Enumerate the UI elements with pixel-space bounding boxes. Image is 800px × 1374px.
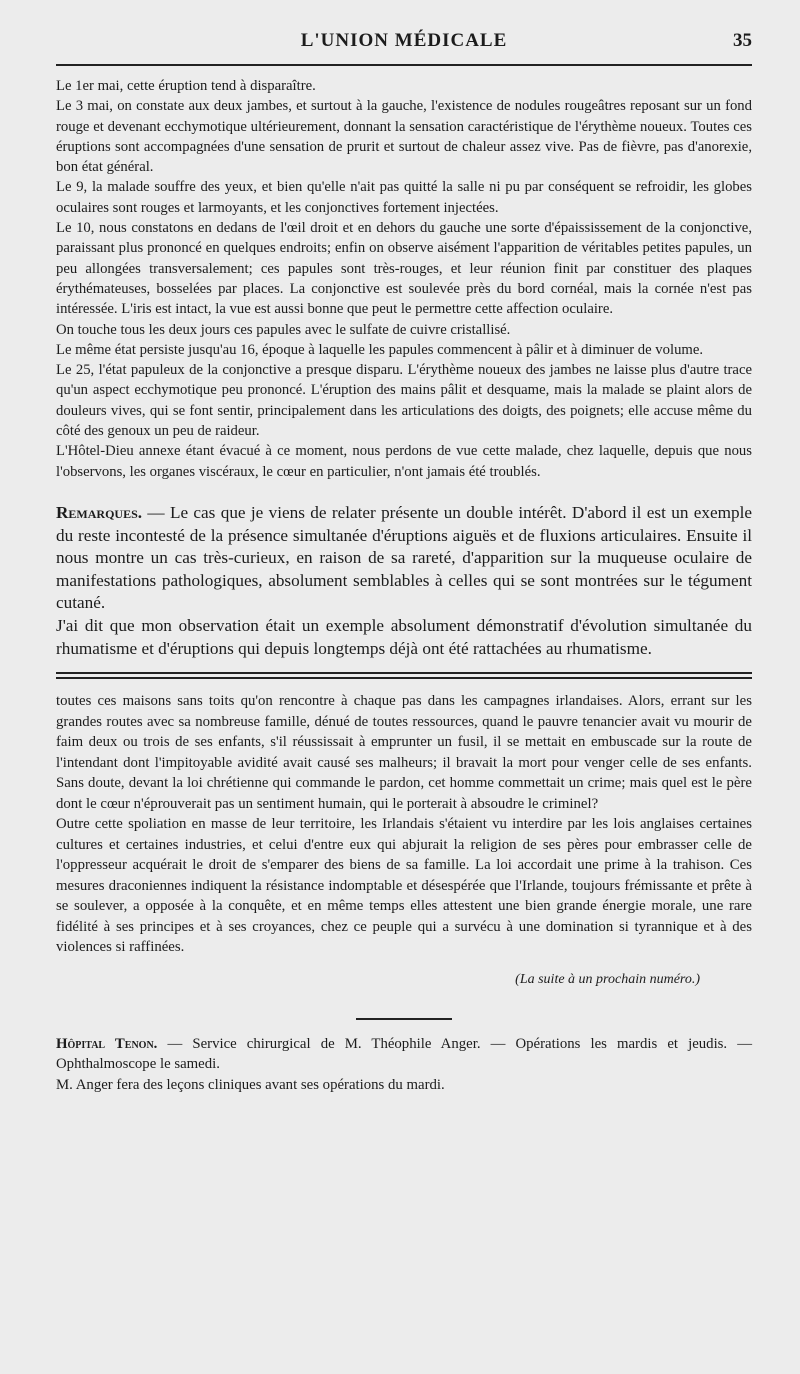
continuation-note: (La suite à un prochain numéro.) [515,971,700,987]
paragraph: Le 1er mai, cette éruption tend à disparaître. [56,78,316,94]
running-head: L'UNION MÉDICALE [300,30,508,51]
notice-paragraph-2: M. Anger fera des leçons cliniques avant ses opérations du mardi. [56,1076,445,1093]
double-rule [56,672,752,679]
header-rule [56,64,752,66]
page-header [56,0,752,62]
paragraph: Outre cette spoliation en masse de leur territoire, les Irlandais s'étaient vu interdire par les lois anglaises certaines cultures et certaines industries, et celui d'entre eux qui abjurait la religion de ses pères pour embrasser celle de l'oppresseur acquérait le droit de s'emparer des biens de sa famille. La loi accordait une prime à la trahison. Ces mesures draconiennes indiquent la résistance indomptable et désespérée que l'Irlande, toujours frémissante et prête à se soulever, a opposée à la conquête, et en même temps elles attestent une bien grande énergie morale, une rare fidélité à ses principes et à ses croyances, chez ce peuple qui a survécu à une domination si tyrannique et à des violences si raffinées. [56,816,752,956]
feuilleton-text [56,691,752,958]
case-observation [56,76,752,482]
paragraph: Le 3 mai, on constate aux deux jambes, et surtout à la gauche, l'existence de nodules rougeâtres reposant sur un fond rouge et devenant ecchymotique ultérieurement, donnant la sensation caractéristique de l'érythème noueux. Toutes ces éruptions sont accompagnées d'une sensation de prurit et surtout de chaleur assez vive. Pas de fièvre, pas d'anorexie, bon état général. [56,98,752,176]
remarks-section [56,502,752,660]
notice-paragraph [56,1034,752,1075]
paragraph: Le même état persiste jusqu'au 16, époque à laquelle les papules commencent à pâlir et à diminuer de volume. [56,341,704,358]
hospital-notice [56,1034,752,1096]
paragraph: Le 9, la malade souffre des yeux, et bien qu'elle n'ait pas quitté la salle ni pu par conséquent se refroidir, les globes oculaires sont rouges et larmoyants, et les conjonctives fortement injectées. [56,179,752,216]
paragraph: Le 10, nous constatons en dedans de l'œil droit et en dehors du gauche une sorte d'épaississement de la conjonctive, paraissant plus prononcé en quelques endroits; enfin on observe aisément l'apparition de véritables petites papules, un peu allongées transversalement; ces papules sont très-rouges, et leur réunion finit par constituer des plaques érythémateuses, bosselées par places. La conjonctive est soulevée près du bord cornéal, mais la cornée n'est pas intéressée. L'iris est intact, la vue est aussi bonne que peut le permettre cette affection oculaire. [56,220,752,318]
remarks-paragraph-2: J'ai dit que mon observation était un exemple absolument démonstratif d'évolution simultanée du rhumatisme et d'éruptions qui depuis longtemps déjà ont été rattachées au rhumatisme. [56,615,752,658]
remarks-text: — Le cas que je viens de relater présente un double intérêt. D'abord il est un exemple du reste incontesté de la présence simultanée d'éruptions aiguës et de fluxions articulaires. Ensuite il nous montre un cas très-curieux, en raison de sa rareté, d'apparition sur la muqueuse oculaire de manifestations pathologiques, absolument semblables à celles qui se sont montrées sur le tégument cutané. [56,502,752,613]
paragraph: Le 25, l'état papuleux de la conjonctive a presque disparu. L'érythème noueux des jambes ne laisse plus d'autre trace qu'un aspect ecchymotique peu prononcé. L'éruption des mains pâlit et desquame, mais la malade se plaint alors de douleurs vives, qui se font sentir, principalement dans les articulations des doigts, des poignets; elle accuse même du côté des genoux un peu de raideur. [56,362,752,440]
notice-lead: Hôpital Tenon. [56,1035,158,1052]
remarks-lead: Remarques. [56,502,143,522]
page-number: 35 [733,30,752,51]
notice-text: — Service chirurgical de M. Théophile Anger. — Opérations les mardis et jeudis. — Ophthalmoscope le samedi. [56,1035,753,1073]
paragraph: toutes ces maisons sans toits qu'on rencontre à chaque pas dans les campagnes irlandaises. Alors, errant sur les grandes routes avec sa nombreuse famille, dénué de toutes ressources, quand le pauvre tenancier avait vu mourir de faim deux ou trois de ses enfants, s'il réussissait à emprunter un fusil, il se mettait en embuscade sur la route de l'intendant dont l'impitoyable avidité avait causé ses malheurs; il bravait la mort pour venger celle de ses enfants. Sans doute, devant la loi chrétienne qui commande le pardon, cet homme commettait un crime; mais quel est le père dont le cœur n'éprouverait pas un sentiment humain, qui le porterait à absoudre le criminel? [56,693,752,812]
remarks-paragraph [56,502,752,615]
paragraph: On touche tous les deux jours ces papules avec le sulfate de cuivre cristallisé. [56,321,511,338]
paragraph: L'Hôtel-Dieu annexe étant évacué à ce moment, nous perdons de vue cette malade, chez laquelle, depuis que nous l'observons, les organes viscéraux, le cœur en particulier, n'ont jamais été troublés. [56,443,752,480]
short-rule [356,1018,452,1020]
